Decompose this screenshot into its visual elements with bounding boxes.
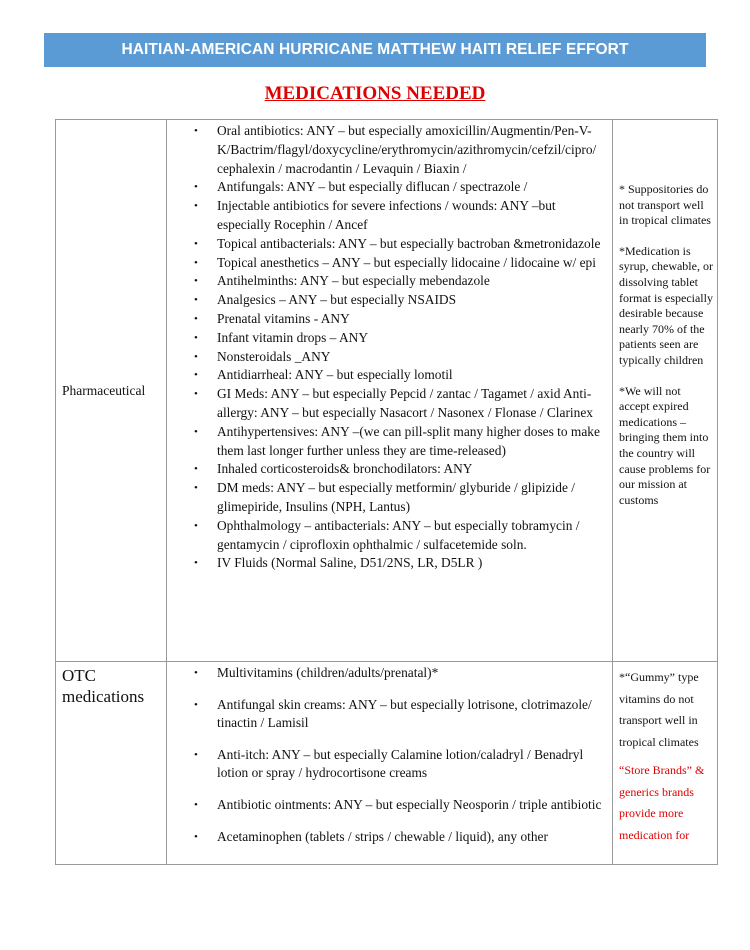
list-item — [167, 310, 608, 329]
bullet-icon: • — [194, 463, 198, 476]
bullet-icon: • — [194, 519, 198, 532]
list-item-text: GI Meds: ANY – but especially Pepcid / zantac / Tagamet / axid Anti-allergy: ANY – but especially Nasacort / Nasonex / Flonase / Clarinex — [217, 386, 593, 420]
bullet-icon: • — [194, 275, 198, 288]
bullet-icon: • — [194, 749, 198, 761]
list-item — [167, 197, 608, 235]
list-item — [167, 122, 608, 178]
bullet-icon: • — [194, 312, 198, 325]
table-row — [56, 662, 718, 865]
bullet-icon: • — [194, 237, 198, 250]
items-cell — [167, 120, 613, 662]
medications-table — [55, 119, 718, 865]
list-item — [167, 178, 608, 197]
note-text: * Suppositories do not transport well in tropical climates — [619, 182, 711, 228]
list-item — [167, 385, 608, 423]
page-title: MEDICATIONS NEEDED — [264, 83, 486, 104]
list-item — [167, 366, 608, 385]
list-item-text: Acetaminophen (tablets / strips / chewable / liquid), any other — [217, 829, 548, 844]
bullet-icon: • — [194, 425, 198, 438]
list-item-text: Antihypertensives: ANY –(we can pill-split many higher doses to make them last longer further unless they are time-released) — [217, 423, 600, 458]
list-item-text: Nonsteroidals _ANY — [217, 348, 331, 364]
banner-title: HAITIAN-AMERICAN HURRICANE MATTHEW HAITI RELIEF EFFORT — [44, 33, 706, 67]
list-item-text: DM meds: ANY – but especially metformin/ glyburide / glipizide / glimepiride, Insulins (NPH, Lantus) — [217, 480, 576, 514]
list-item — [167, 329, 608, 348]
list-item-text: Ophthalmology – antibacterials: ANY – but especially tobramycin / gentamycin / ciprofloxin ophthalmic / sulfacetemide soln. — [217, 517, 580, 552]
list-item — [167, 348, 608, 367]
list-item-text: Anti-itch: ANY – but especially Calamine lotion/caladryl / Benadryl lotion or spray / hydrocortisone creams — [217, 747, 584, 780]
bullet-icon: • — [194, 667, 198, 679]
list-item — [167, 554, 608, 573]
bullet-icon: • — [194, 200, 198, 213]
bullet-icon: • — [194, 831, 198, 843]
medication-list — [167, 662, 612, 846]
category-cell: Pharmaceutical — [56, 120, 167, 662]
note-text: *Medication is syrup, chewable, or dissolving tablet format is especially desirable because nearly 70% of the patients seen are typically children — [619, 243, 713, 367]
bullet-icon: • — [194, 125, 198, 137]
bullet-icon: • — [194, 369, 198, 382]
list-item-text: Inhaled corticosteroids& bronchodilators: ANY — [217, 461, 473, 477]
list-item — [167, 746, 608, 782]
bullet-icon: • — [194, 482, 198, 495]
list-item-text: Antibiotic ointments: ANY – but especially Neosporin / triple antibiotic — [217, 797, 602, 812]
list-item-text: Antidiarrheal: ANY – but especially lomotil — [217, 367, 453, 383]
bullet-icon: • — [194, 294, 198, 307]
bullet-icon: • — [194, 350, 198, 363]
list-item-text: IV Fluids (Normal Saline, D51/2NS, LR, D5LR ) — [217, 555, 483, 571]
list-item — [167, 272, 608, 291]
list-item-text: Topical antibacterials: ANY – but especially bactroban &metronidazole — [217, 235, 601, 251]
bullet-icon: • — [194, 388, 198, 401]
note-text: *“Gummy” type vitamins do not transport well in tropical climates — [619, 670, 699, 749]
items-cell — [167, 662, 613, 865]
list-item — [167, 696, 608, 732]
bullet-icon: • — [194, 181, 198, 194]
list-item — [167, 460, 608, 479]
medication-list — [167, 120, 612, 573]
list-item-text: Antifungal skin creams: ANY – but especially lotrisone, clotrimazole/ tinactin / Lamisil — [217, 697, 592, 730]
note-text: *We will not accept expired medications – bringing them into the country will cause problems for our mission at customs — [619, 383, 711, 507]
list-item — [167, 479, 608, 517]
list-item — [167, 664, 608, 682]
list-item-text: Oral antibiotics: ANY – but especially amoxicillin/Augmentin/Pen-V-K/Bactrim/flagyl/doxycycline/erythromycin/azithromycin/cefzil/cipro/ cephalexin / macrodantin / Levaquin / Biaxin / — [217, 123, 597, 176]
list-item-text: Topical anesthetics – ANY – but especially lidocaine / lidocaine w/ epi — [217, 254, 596, 270]
list-item — [167, 235, 608, 254]
bullet-icon: • — [194, 331, 198, 344]
note-text: “Store Brands” & generics brands provide more medication for — [619, 763, 705, 842]
bullet-icon: • — [194, 799, 198, 811]
bullet-icon: • — [194, 256, 198, 269]
list-item — [167, 517, 608, 555]
bullet-icon: • — [194, 557, 198, 570]
list-item-text: Antihelminths: ANY – but especially mebendazole — [217, 273, 490, 289]
list-item-text: Injectable antibiotics for severe infections / wounds: ANY –but especially Rocephin / Ancef — [217, 198, 556, 232]
notes-cell — [613, 662, 718, 865]
list-item-text: Analgesics – ANY – but especially NSAIDS — [217, 292, 457, 308]
list-item — [167, 796, 608, 814]
category-cell: OTC medications — [56, 662, 167, 865]
list-item-text: Antifungals: ANY – but especially diflucan / spectrazole / — [217, 179, 528, 195]
list-item — [167, 423, 608, 461]
list-item-text: Infant vitamin drops – ANY — [217, 329, 368, 345]
table-row — [56, 120, 718, 662]
list-item-text: Multivitamins (children/adults/prenatal)* — [217, 665, 439, 680]
list-item-text: Prenatal vitamins - ANY — [217, 310, 350, 326]
list-item — [167, 254, 608, 273]
bullet-icon: • — [194, 699, 198, 711]
list-item — [167, 291, 608, 310]
list-item — [167, 828, 608, 846]
notes-cell — [613, 120, 718, 662]
